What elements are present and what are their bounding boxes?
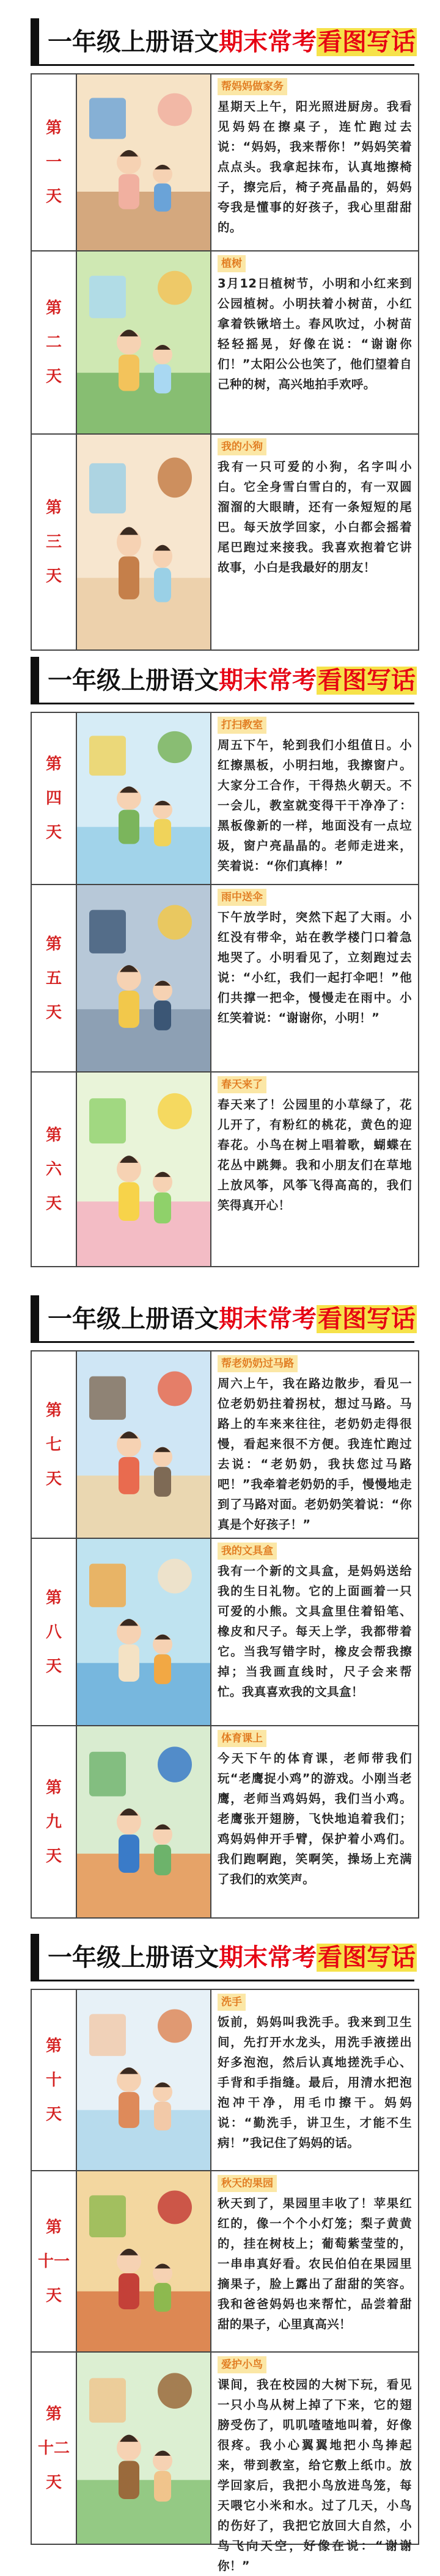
banner-bar [31,18,39,66]
day-char: 八 [45,1623,62,1641]
title-part-topic: 看图写话 [318,1305,416,1333]
story-cell [211,1351,418,1538]
story-cell [211,1073,418,1266]
illustration-cell [77,251,211,433]
illustration-cell [77,1073,211,1266]
table-row [32,1073,418,1266]
story-title: 打扫教室 [218,717,266,734]
story-cell [211,1990,418,2170]
day-char: 第 [45,299,62,317]
day-label [32,1726,77,1917]
story-title: 雨中送伞 [218,889,266,906]
story-text: 秋天到了，果园里丰收了！苹果红红的，像一个个小灯笼；梨子黄黄的，挂在树枝上；葡萄紫莹莹的，一串串真好看。农民伯伯在果园里摘果子，脸上露出了甜甜的笑容。我和爸爸妈妈也来帮忙，品尝着甜甜的果子，心里真高兴！ [218,2196,412,2331]
scene-illustration [77,2353,210,2544]
day-char: 天 [45,823,62,842]
worksheet-section [0,18,440,585]
scene-illustration [77,1539,210,1725]
title-part-exam: 期末常考 [219,28,317,56]
illustration-cell [77,1990,211,2170]
story-title: 我的小狗 [218,438,266,455]
table-row [32,1990,418,2171]
day-char: 九 [45,1812,62,1831]
table-row [32,74,418,251]
illustration-cell [77,1539,211,1725]
title-part-topic: 看图写话 [318,667,416,695]
day-char: 一 [45,153,62,172]
day-char: 天 [45,2105,62,2124]
story-text: 我有一个新的文具盒，是妈妈送给我的生日礼物。它的上面画着一只可爱的小熊。文具盒里住着铅笔、橡皮和尺子。每天上学，我都带着它。当我写错字时，橡皮会帮我擦掉；当我画直线时，尺子会来帮忙。我真喜欢我的文具盒！ [218,1564,412,1699]
day-char: 第 [45,1778,62,1797]
story-cell [211,1726,418,1917]
scene-illustration [77,74,210,250]
day-char: 第 [45,2218,62,2237]
illustration-cell [77,435,211,649]
title-part-topic: 看图写话 [318,28,416,56]
day-label [32,2171,77,2351]
scene-illustration [77,713,210,884]
day-char: 第 [45,499,62,517]
story-title: 帮老奶奶过马路 [218,1355,298,1372]
scene-illustration [77,1351,210,1538]
story-cell [211,435,418,649]
table-row [32,435,418,649]
day-label [32,1539,77,1725]
illustration-cell [77,1351,211,1538]
day-char: 十二 [37,2439,70,2458]
day-char: 天 [45,567,62,585]
illustration-cell [77,74,211,250]
story-text: 下午放学时，突然下起了大雨。小红没有带伞，站在教学楼门口着急地哭了。小明看见了，立刻跑过去说：“小红，我们一起打伞吧！”他们共撑一把伞，慢慢走在雨中。小红笑着说：“谢谢你，小明！” [218,910,412,1025]
day-label [32,435,77,649]
worksheet-section [0,657,440,1213]
table-row [32,251,418,435]
day-char: 天 [45,1003,62,1022]
day-char: 四 [45,789,62,808]
story-title: 秋天的果园 [218,2175,277,2192]
page-title [48,1299,417,1339]
lesson-table [31,712,419,1267]
day-char: 天 [45,2473,62,2492]
story-title: 春天来了 [218,1076,266,1093]
illustration-cell [77,713,211,884]
banner-bar [31,657,39,704]
day-label [32,1990,77,2170]
scene-illustration [77,2171,210,2351]
day-char: 第 [45,1588,62,1607]
illustration-cell [77,2171,211,2351]
story-cell [211,74,418,250]
story-text: 星期天上午，阳光照进厨房。我看见妈妈在擦桌子，连忙跑过去说：“妈妈，我来帮你！”妈妈笑着点点头。我拿起抹布，认真地擦椅子，擦完后，椅子亮晶晶的，妈妈夸我是懂事的好孩子，我心里甜甜的。 [218,99,412,234]
title-part-exam: 期末常考 [219,1944,317,1972]
story-text: 周六上午，我在路边散步，看见一位老奶奶拄着拐杖，想过马路。马路上的车来来往往，老奶奶走得很慢，看起来很不方便。我连忙跑过去说：“老奶奶，我扶您过马路吧！”我牵着老奶奶的手，慢慢地走到了马路对面。老奶奶笑着说：“你真是个好孩子！” [218,1377,412,1532]
table-row [32,2171,418,2353]
story-title: 体育课上 [218,1730,266,1747]
story-cell [211,2353,418,2573]
table-row [32,885,418,1073]
story-text: 春天来了！公园里的小草绿了，花儿开了，有粉红的桃花，黄色的迎春花。小鸟在树上唱着歌，蝴蝶在花丛中跳舞。我和小朋友们在草地上放风筝，风筝飞得高高的，我们笑得真开心！ [218,1098,412,1212]
day-char: 第 [45,2036,62,2055]
story-text: 今天下午的体育课，老师带我们玩“老鹰捉小鸡”的游戏。小刚当老鹰，老师当鸡妈妈，我们当小鸡。老鹰张开翅膀，飞快地追着我们；鸡妈妈伸开手臂，保护着小鸡们。我们跑啊跑，笑啊笑，操场上充满了我们的欢笑声。 [218,1751,412,1886]
day-label [32,2353,77,2544]
table-row [32,713,418,885]
scene-illustration [77,251,210,433]
banner-underline [31,1980,414,1981]
banner-bar [31,1934,39,1981]
illustration-cell [77,885,211,1071]
table-row [32,1539,418,1726]
day-char: 天 [45,1847,62,1865]
banner-underline [31,703,414,704]
page-title [48,1937,417,1978]
section-banner [0,1934,440,1981]
title-part-grade: 一年级上册语文 [48,1305,219,1333]
illustration-cell [77,2353,211,2544]
title-part-grade: 一年级上册语文 [48,28,219,56]
section-banner [0,1295,440,1343]
day-char: 六 [45,1160,62,1179]
day-char: 七 [45,1435,62,1454]
scene-illustration [77,1726,210,1917]
story-title: 爱护小鸟 [218,2356,266,2373]
table-row [32,2353,418,2573]
lesson-table [31,1989,419,2573]
illustration-cell [77,1726,211,1917]
banner-underline [31,1341,414,1343]
title-part-exam: 期末常考 [219,1305,317,1333]
day-char: 天 [45,2286,62,2305]
day-char: 第 [45,1401,62,1420]
day-char: 第 [45,1126,62,1145]
day-label [32,251,77,433]
lesson-table [31,73,419,651]
scene-illustration [77,435,210,649]
story-cell [211,2171,418,2351]
story-text: 周五下午，轮到我们小组值日。小红擦黑板，小明扫地，我擦窗户。大家分工合作，干得热火朝天。不一会儿，教室就变得干干净净了：黑板像新的一样，地面没有一点垃圾，窗户亮晶晶的。老师走进来，笑着说：“你们真棒！” [218,738,412,873]
title-part-grade: 一年级上册语文 [48,667,219,695]
day-label [32,713,77,884]
day-char: 三 [45,533,62,551]
day-char: 天 [45,187,62,206]
scene-illustration [77,1990,210,2170]
day-label [32,1351,77,1538]
lesson-table [31,1350,419,1919]
day-char: 十一 [37,2252,70,2271]
story-text: 我有一只可爱的小狗，名字叫小白。它全身雪白雪白的，有一双圆溜溜的大眼睛，还有一条短短的尾巴。每天放学回家，小白都会摇着尾巴跑过来接我。我喜欢抱着它讲故事，小白是我最好的朋友！ [218,460,412,574]
table-row [32,1726,418,1917]
story-cell [211,1539,418,1725]
day-char: 天 [45,1469,62,1488]
page-title [48,22,417,62]
table-row [32,1351,418,1539]
title-part-grade: 一年级上册语文 [48,1944,219,1972]
worksheet-section [0,1934,440,2573]
story-cell [211,885,418,1071]
story-title: 我的文具盒 [218,1543,277,1560]
page-title [48,660,417,701]
day-char: 第 [45,935,62,953]
story-cell [211,251,418,433]
worksheet-section [0,1295,440,1886]
story-title: 帮妈妈做家务 [218,78,287,95]
story-text: 课间，我在校园的大树下玩，看见一只小鸟从树上掉了下来，它的翅膀受伤了，叽叽喳喳地叫着，好像很疼。我小心翼翼地把小鸟捧起来，带到教室，给它敷上纸巾。放学回家后，我把小鸟放进鸟笼，每天喂它小米和水。过了几天，小鸟的伤好了，我把它放回大自然，小鸟飞向天空，好像在说：“谢谢你！” [218,2378,412,2573]
banner-underline [31,64,414,66]
day-char: 天 [45,1194,62,1213]
day-char: 天 [45,1657,62,1676]
scene-illustration [77,1073,210,1266]
day-label [32,74,77,250]
day-label [32,885,77,1071]
story-title: 植树 [218,255,246,272]
day-char: 第 [45,755,62,773]
story-cell [211,713,418,884]
day-char: 二 [45,333,62,352]
day-char: 第 [45,2404,62,2423]
story-title: 洗手 [218,1994,246,2011]
title-part-topic: 看图写话 [318,1944,416,1972]
day-label [32,1073,77,1266]
title-part-exam: 期末常考 [219,667,317,695]
day-char: 第 [45,119,62,137]
day-char: 五 [45,969,62,988]
section-banner [0,657,440,704]
banner-bar [31,1295,39,1343]
section-banner [0,18,440,66]
story-text: 3月12日植树节，小明和小红来到公园植树。小明扶着小树苗，小红拿着铁锹培土。春风吹过，小树苗轻轻摇晃，好像在说：“谢谢你们！”太阳公公也笑了，他们望着自己种的树，高兴地拍手欢呼。 [218,277,412,391]
day-char: 十 [45,2071,62,2089]
scene-illustration [77,885,210,1071]
day-char: 天 [45,367,62,386]
story-text: 饭前，妈妈叫我洗手。我来到卫生间，先打开水龙头，用洗手液搓出好多泡泡，然后认真地搓洗手心、手背和手指缝。最后，用清水把泡泡冲干净，用毛巾擦干。妈妈说：“勤洗手，讲卫生，才能不生病！”我记住了妈妈的话。 [218,2015,412,2150]
